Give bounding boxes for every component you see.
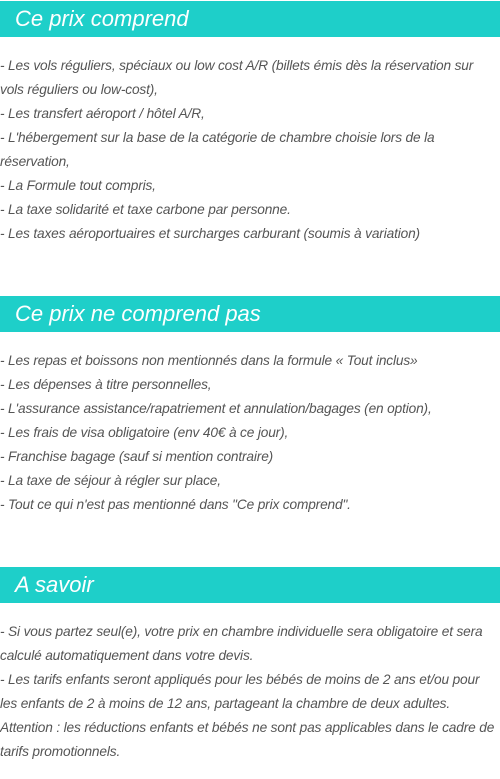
- section-title-not-included: Ce prix ne comprend pas: [0, 296, 500, 332]
- list-item: - Les tarifs enfants seront appliqués pour les bébés de moins de 2 ans et/ou pour les enfants de 2 à moins de 12 ans, partageant la chambre de deux adultes.: [0, 672, 480, 711]
- list-item: - La taxe solidarité et taxe carbone par personne.: [0, 202, 291, 217]
- good-to-know-list: [0, 620, 500, 764]
- list-item: - Les dépenses à titre personnelles,: [0, 377, 212, 392]
- list-item: - Tout ce qui n'est pas mentionné dans "Ce prix comprend".: [0, 497, 351, 512]
- list-item: - L'hébergement sur la base de la catégorie de chambre choisie lors de la réservation,: [0, 130, 435, 169]
- list-item: - Les transfert aéroport / hôtel A/R,: [0, 106, 205, 121]
- section-not-included: [0, 296, 500, 517]
- list-item: - Si vous partez seul(e), votre prix en chambre individuelle sera obligatoire et sera calculé automatiquement dans votre devis.: [0, 624, 483, 663]
- section-title-good-to-know: A savoir: [0, 567, 500, 603]
- list-item: - La Formule tout compris,: [0, 178, 156, 193]
- list-item: - Les repas et boissons non mentionnés dans la formule « Tout inclus»: [0, 353, 418, 368]
- list-item: - La taxe de séjour à régler sur place,: [0, 473, 221, 488]
- list-item: - Les taxes aéroportuaires et surcharges carburant (soumis à variation): [0, 226, 420, 241]
- list-item: - Franchise bagage (sauf si mention contraire): [0, 449, 274, 464]
- section-good-to-know: [0, 567, 500, 764]
- list-item: - L'assurance assistance/rapatriement et annulation/bagages (en option),: [0, 401, 432, 416]
- included-list: [0, 54, 500, 246]
- list-item: - Les vols réguliers, spéciaux ou low cost A/R (billets émis dès la réservation sur vols réguliers ou low-cost),: [0, 58, 474, 97]
- list-item: - Les frais de visa obligatoire (env 40€ à ce jour),: [0, 425, 289, 440]
- list-item: Attention : les réductions enfants et bébés ne sont pas applicables dans le cadre de tarifs promotionnels.: [0, 720, 495, 759]
- section-title-included: Ce prix comprend: [0, 1, 500, 37]
- section-included: [0, 1, 500, 246]
- not-included-list: [0, 349, 500, 517]
